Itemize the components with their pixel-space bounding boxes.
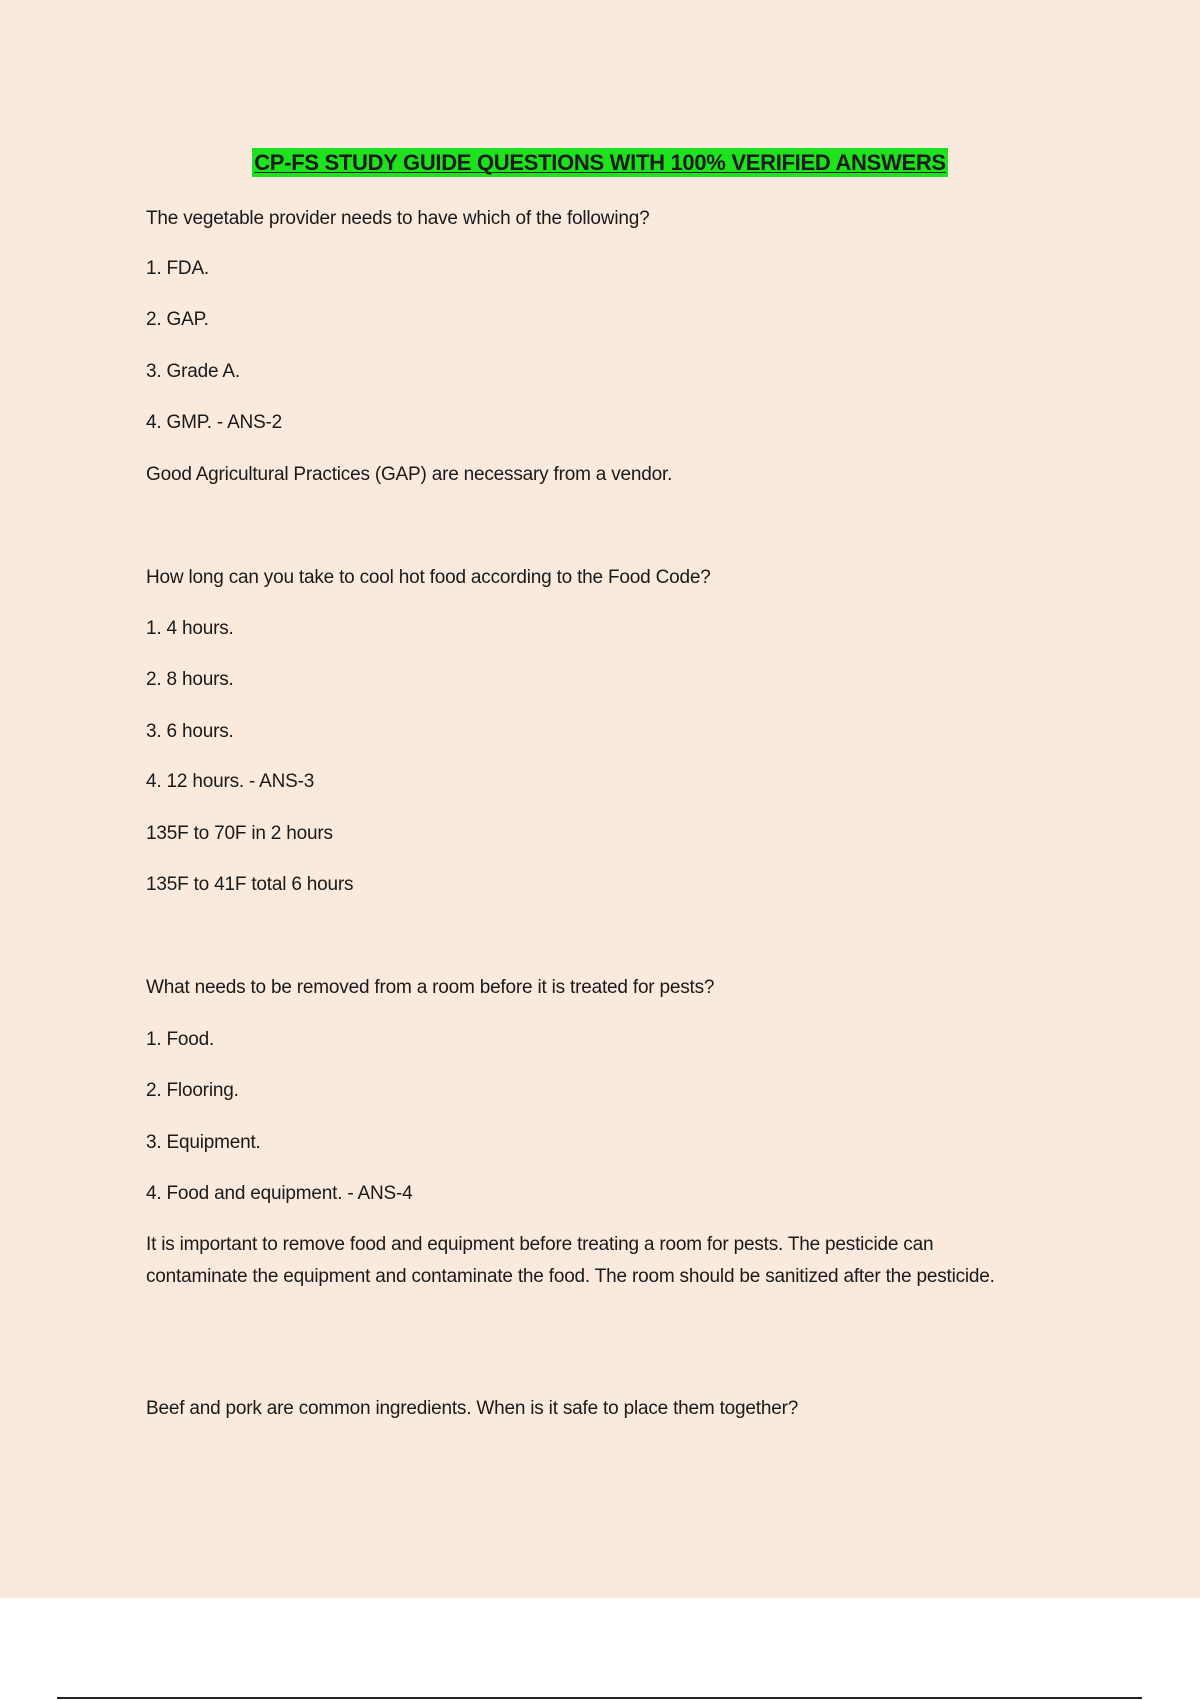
title-container [0, 148, 1200, 177]
question-1-option-1: 1. FDA. [146, 258, 210, 279]
question-1-option-2: 2. GAP. [146, 309, 209, 330]
question-2-option-2: 2. 8 hours. [146, 669, 234, 690]
question-3-option-2: 2. Flooring. [146, 1080, 239, 1101]
page-title: CP-FS STUDY GUIDE QUESTIONS WITH 100% VERIFIED ANSWERS [254, 150, 946, 175]
question-1-option-4-answer: 4. GMP. - ANS-2 [146, 412, 283, 433]
question-1-text: The vegetable provider needs to have which of the following? [146, 208, 650, 229]
question-3-option-4-answer: 4. Food and equipment. - ANS-4 [146, 1183, 413, 1204]
question-3-option-3: 3. Equipment. [146, 1132, 261, 1153]
question-2-explanation-1: 135F to 70F in 2 hours [146, 823, 333, 844]
footer-rule [57, 1697, 1142, 1699]
question-4-text: Beef and pork are common ingredients. When is it safe to place them together? [146, 1398, 799, 1419]
question-1-explanation: Good Agricultural Practices (GAP) are necessary from a vendor. [146, 464, 673, 485]
question-2-option-4-answer: 4. 12 hours. - ANS-3 [146, 771, 315, 792]
question-3-explanation: It is important to remove food and equipment before treating a room for pests. The pesticide can contaminate the equipment and contaminate the food. The room should be sanitized after the pesticide. [146, 1234, 995, 1287]
question-3-option-1: 1. Food. [146, 1029, 215, 1050]
question-2-option-3: 3. 6 hours. [146, 721, 234, 742]
question-2-text: How long can you take to cool hot food according to the Food Code? [146, 567, 711, 588]
question-1-option-3: 3. Grade A. [146, 361, 240, 382]
question-2-option-1: 1. 4 hours. [146, 618, 234, 639]
question-3-text: What needs to be removed from a room before it is treated for pests? [146, 977, 715, 998]
question-2-explanation-2: 135F to 41F total 6 hours [146, 874, 354, 895]
